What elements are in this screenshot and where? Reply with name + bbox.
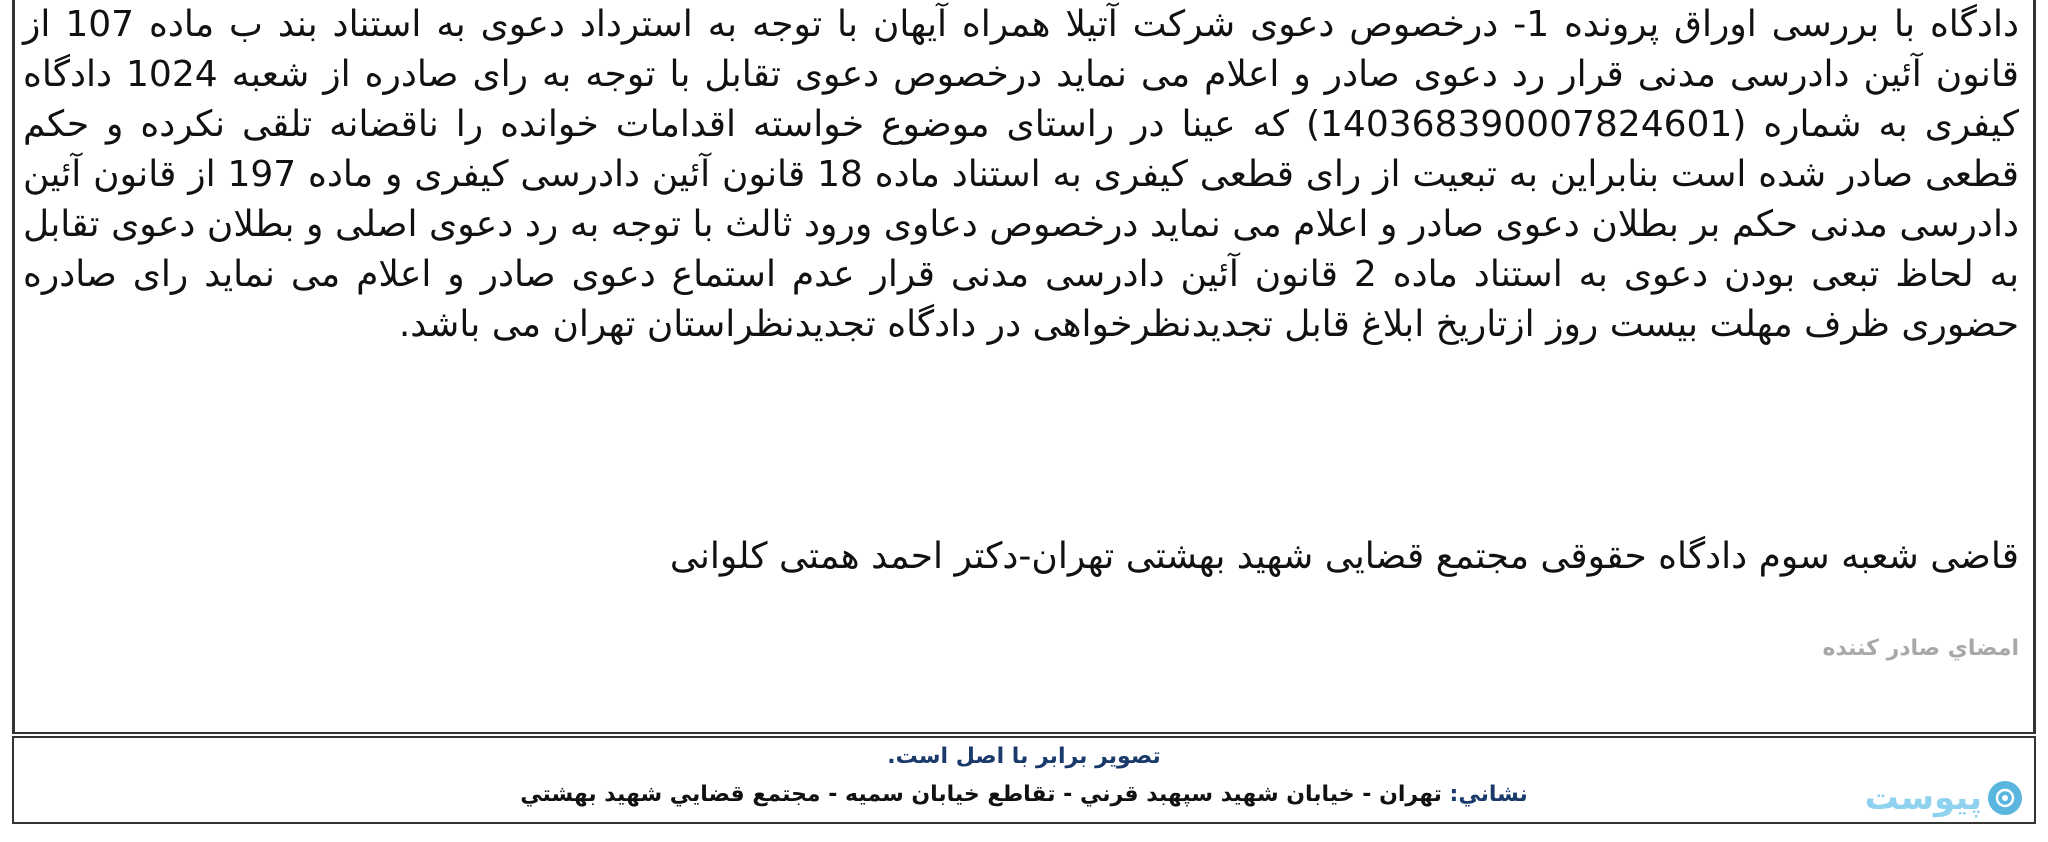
logo-circle-icon: [1988, 781, 2022, 815]
address-text: تهران - خيابان شهيد سپهبد قرني - تقاطع خيابان سميه - مجتمع قضايي شهيد بهشتي: [520, 782, 1442, 807]
ruling-body-text: دادگاه با بررسی اوراق پرونده 1- درخصوص دعوی شرکت آتیلا همراه آیهان با توجه به استرداد دعوی به استناد بند ب ماده 107 از قانون آئین دادرسی مدنی قرار رد دعوی صادر و اعلام می نماید درخصوص دعوی تقابل با توجه به رای صادره از شعبه 1024 دادگاه کیفری به شماره (140368390007824601) که عینا در راستای موضوع خواسته اقدامات خوانده را ناقضانه تلقی نکرده و حکم قطعی صادر شده است بنابراین به تبعیت از رای قطعی کیفری به استناد ماده 18 قانون آئین دادرسی کیفری و ماده 197 از قانون آئین دادرسی مدنی حکم بر بطلان دعوی صادر و اعلام می نماید درخصوص دعاوی ورود ثالث با توجه به رد دعوی اصلی و بطلان دعوی تقابل به لحاظ تبعی بودن دعوی به استناد ماده 2 قانون آئین دادرسی مدنی قرار عدم استماع دعوی صادر و اعلام می نماید رای صادره حضوری ظرف مهلت بیست روز ازتاریخ ابلاغ قابل تجدیدنظرخواهی در دادگاه تجدیدنظراستان تهران می باشد.: [23, 4, 2019, 345]
ruling-document: [12, 0, 2036, 734]
judge-signature-line: قاضی شعبه سوم دادگاه حقوقی مجتمع قضایی شهید بهشتی تهران-دکتر احمد همتی کلوانی: [669, 536, 2019, 577]
peyvast-logo: [1865, 776, 2022, 820]
logo-text: پیوست: [1864, 778, 1982, 818]
address-label: نشاني:: [1449, 782, 1528, 807]
issuer-signature-label: امضاي صادر كننده: [1822, 636, 2019, 661]
document-footer: [12, 736, 2036, 824]
court-address: [494, 782, 1554, 807]
true-copy-note: تصوير برابر با اصل است.: [887, 744, 1161, 769]
